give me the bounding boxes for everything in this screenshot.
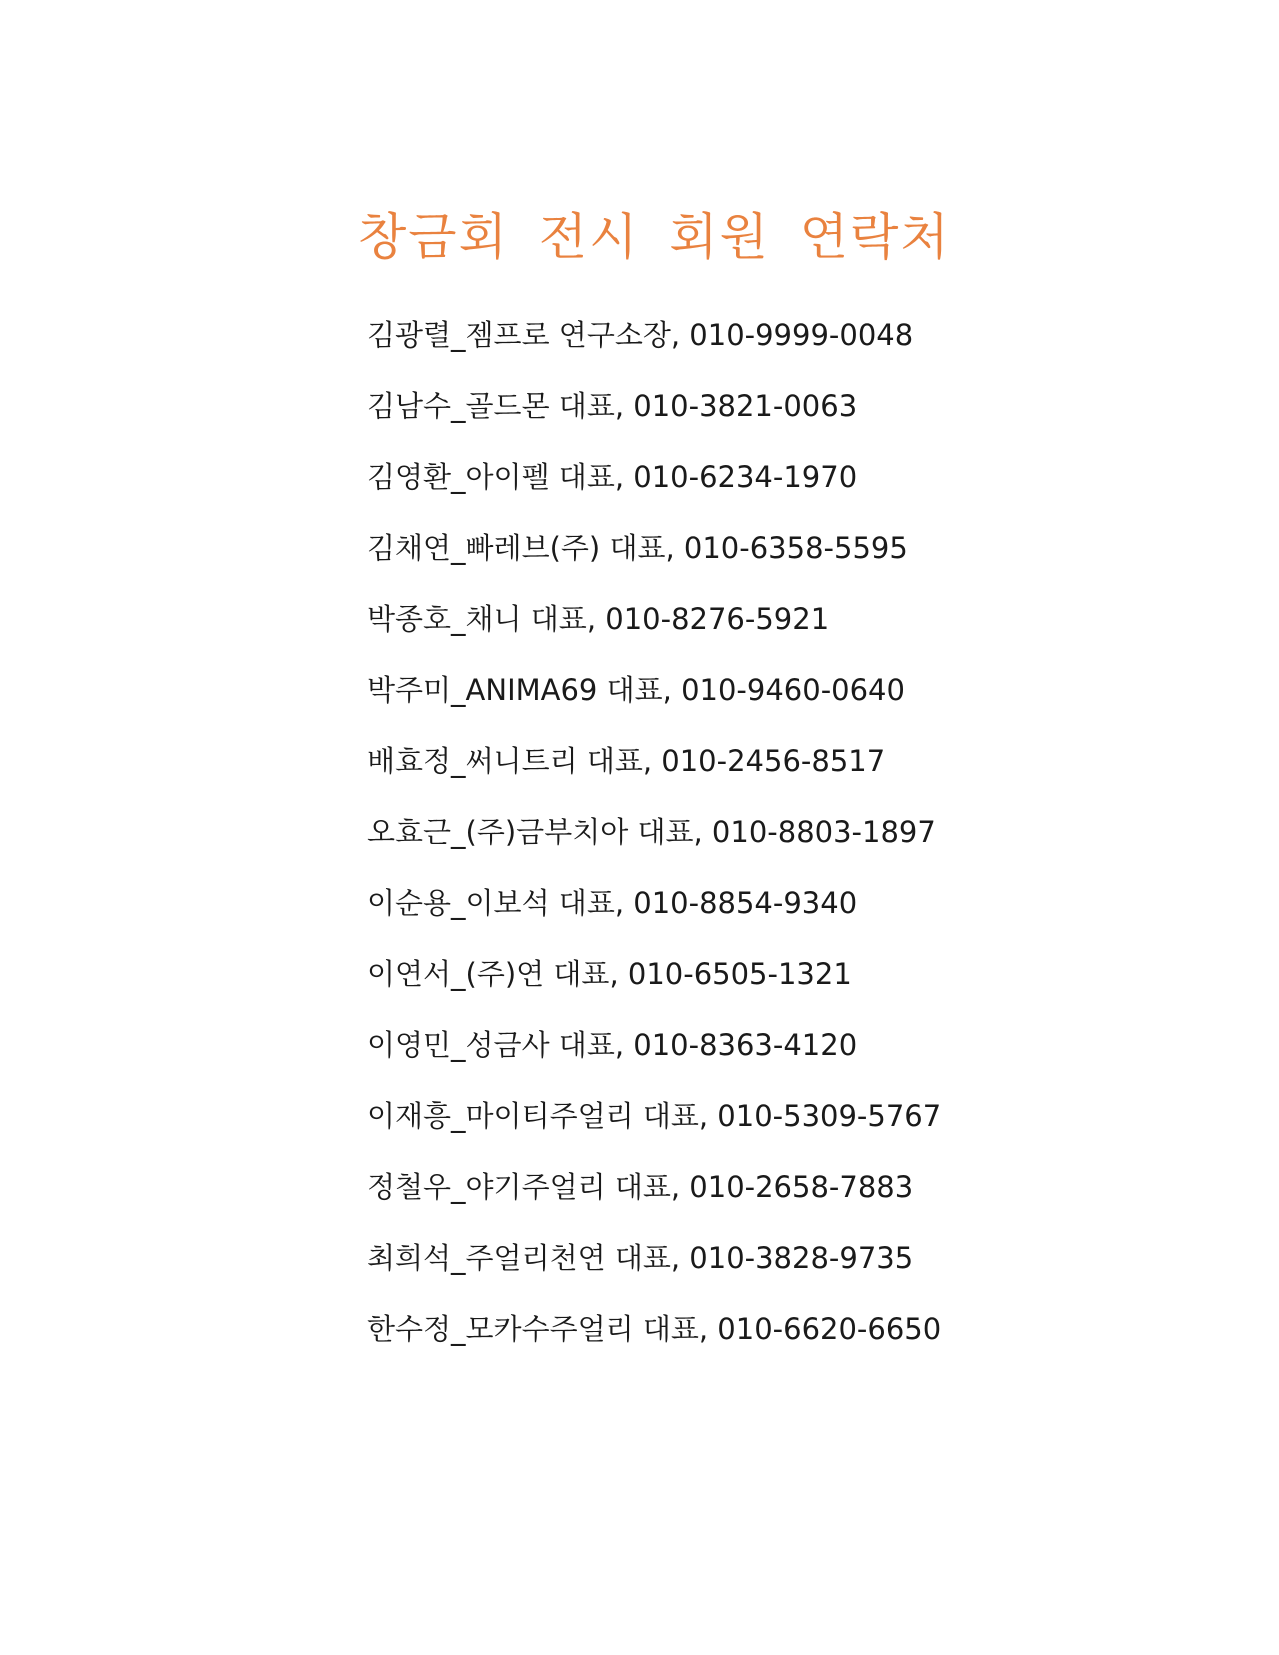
- contact-list: [367, 315, 941, 1380]
- document-title: 창금회 전시 회원 연락처: [358, 208, 951, 266]
- contact-row: 이영민_성금사 대표, 010-8363-4120: [367, 1028, 858, 1062]
- contact-row: 박주미_ANIMA69 대표, 010-9460-0640: [367, 673, 905, 707]
- contact-row: 박종호_채니 대표, 010-8276-5921: [367, 602, 830, 636]
- contact-row: 이순용_이보석 대표, 010-8854-9340: [367, 886, 858, 920]
- contact-row: 최희석_주얼리천연 대표, 010-3828-9735: [367, 1241, 914, 1275]
- contact-row: 김광렬_젬프로 연구소장, 010-9999-0048: [367, 318, 914, 352]
- contact-row: 한수정_모카수주얼리 대표, 010-6620-6650: [367, 1312, 942, 1346]
- contact-row: 김남수_골드몬 대표, 010-3821-0063: [367, 389, 858, 423]
- contact-row: 이연서_(주)연 대표, 010-6505-1321: [367, 957, 852, 991]
- contact-row: 배효정_써니트리 대표, 010-2456-8517: [367, 744, 886, 778]
- contact-row: 김채연_빠레브(주) 대표, 010-6358-5595: [367, 531, 908, 565]
- contact-row: 이재흥_마이티주얼리 대표, 010-5309-5767: [367, 1099, 942, 1133]
- contact-row: 김영환_아이펠 대표, 010-6234-1970: [367, 460, 858, 494]
- contact-row: 오효근_(주)금부치아 대표, 010-8803-1897: [367, 815, 936, 849]
- contact-row: 정철우_야기주얼리 대표, 010-2658-7883: [367, 1170, 914, 1204]
